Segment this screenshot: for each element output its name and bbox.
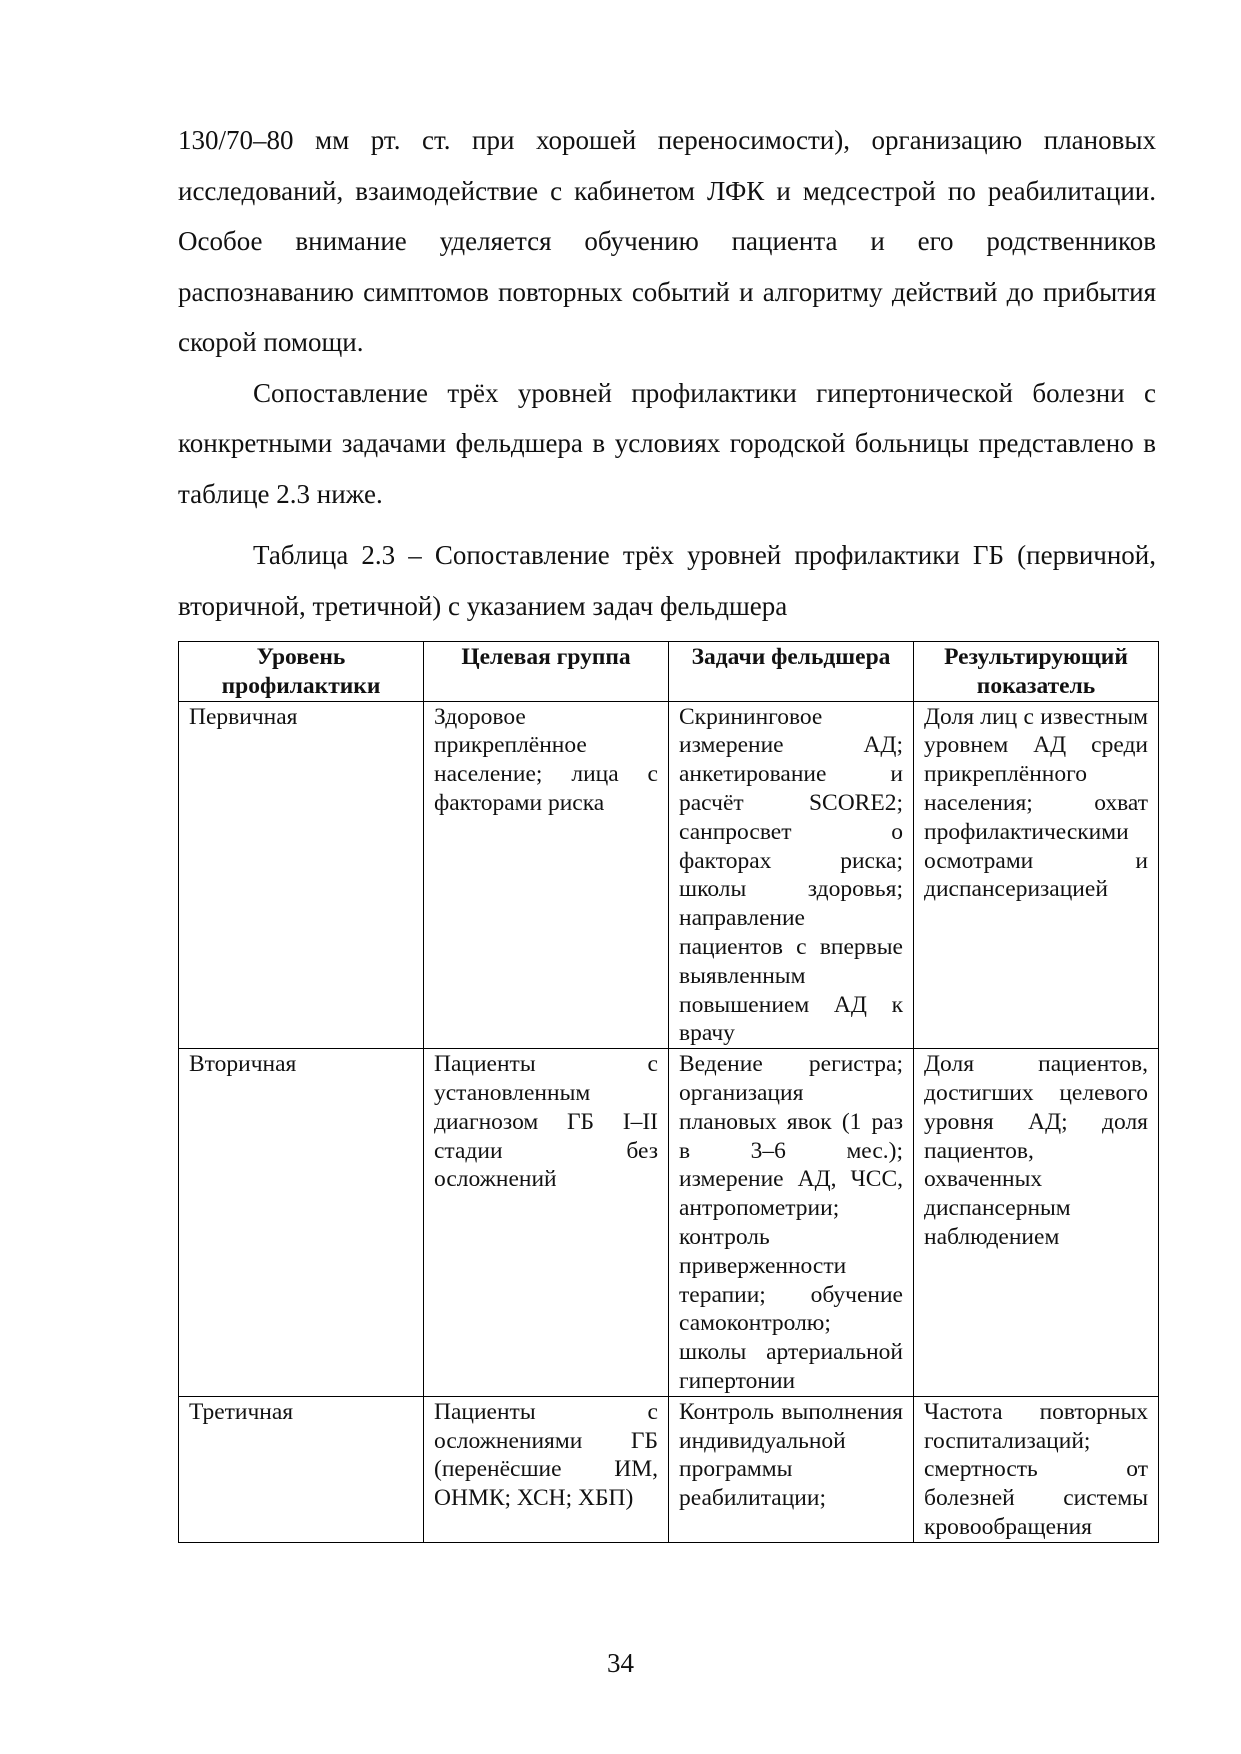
table-header-row xyxy=(179,642,1159,702)
cell-result-indicator: Доля пациентов, достигших целевого уровня АД; доля пациентов, охваченных диспансерным наблюдением xyxy=(914,1049,1159,1397)
cell-paramedic-tasks: Скрининговое измерение АД; анкетирование и расчёт SCORE2; санпросвет о факторах риска; школы здоровья; направление пациентов с впервые выявленным повышением АД к врачу xyxy=(669,701,914,1049)
header-level: Уровень профилактики xyxy=(179,642,424,702)
cell-paramedic-tasks: Контроль выполнения индивидуальной программы реабилитации; xyxy=(669,1396,914,1542)
body-paragraph-continued: 130/70–80 мм рт. ст. при хорошей переносимости), организацию плановых исследований, взаимодействие с кабинетом ЛФК и медсестрой по реабилитации. Особое внимание уделяется обучению пациента и его родственников распознаванию симптомов повторных событий и алгоритму действий до прибытия скорой помощи. xyxy=(178,125,1156,357)
cell-paramedic-tasks: Ведение регистра; организация плановых явок (1 раз в 3–6 мес.); измерение АД, ЧСС, антропометрии; контроль приверженности терапии; обучение самоконтролю; школы артериальной гипертонии xyxy=(669,1049,914,1397)
document-page xyxy=(178,115,1156,1543)
body-paragraph-intro-table: Сопоставление трёх уровней профилактики гипертонической болезни с конкретными задачами фельдшера в условиях городской больницы представлено в таблице 2.3 ниже. xyxy=(178,377,1156,509)
cell-target-group: Пациенты с осложнениями ГБ (перенёсшие ИМ, ОНМК; ХСН; ХБП) xyxy=(424,1396,669,1542)
header-paramedic-tasks: Задачи фельдшера xyxy=(669,642,914,702)
cell-target-group: Здоровое прикреплённое население; лица с факторами риска xyxy=(424,701,669,1049)
cell-level: Вторичная xyxy=(179,1049,424,1397)
table-row xyxy=(179,701,1159,1049)
header-result-indicator: Результирующий показатель xyxy=(914,642,1159,702)
cell-level: Первичная xyxy=(179,701,424,1049)
cell-result-indicator: Доля лиц с известным уровнем АД среди прикреплённого населения; охват профилактическими осмотрами и диспансеризацией xyxy=(914,701,1159,1049)
table-caption: Таблица 2.3 – Сопоставление трёх уровней профилактики ГБ (первичной, вторичной, третичной) с указанием задач фельдшера xyxy=(178,540,1156,621)
table-row xyxy=(179,1049,1159,1397)
prevention-levels-table xyxy=(178,641,1159,1543)
table-row xyxy=(179,1396,1159,1542)
cell-level: Третичная xyxy=(179,1396,424,1542)
cell-target-group: Пациенты с установленным диагнозом ГБ I–II стадии без осложнений xyxy=(424,1049,669,1397)
page-number: 34 xyxy=(607,1648,634,1678)
header-target-group: Целевая группа xyxy=(424,642,669,702)
cell-result-indicator: Частота повторных госпитализаций; смертность от болезней системы кровообращения xyxy=(914,1396,1159,1542)
